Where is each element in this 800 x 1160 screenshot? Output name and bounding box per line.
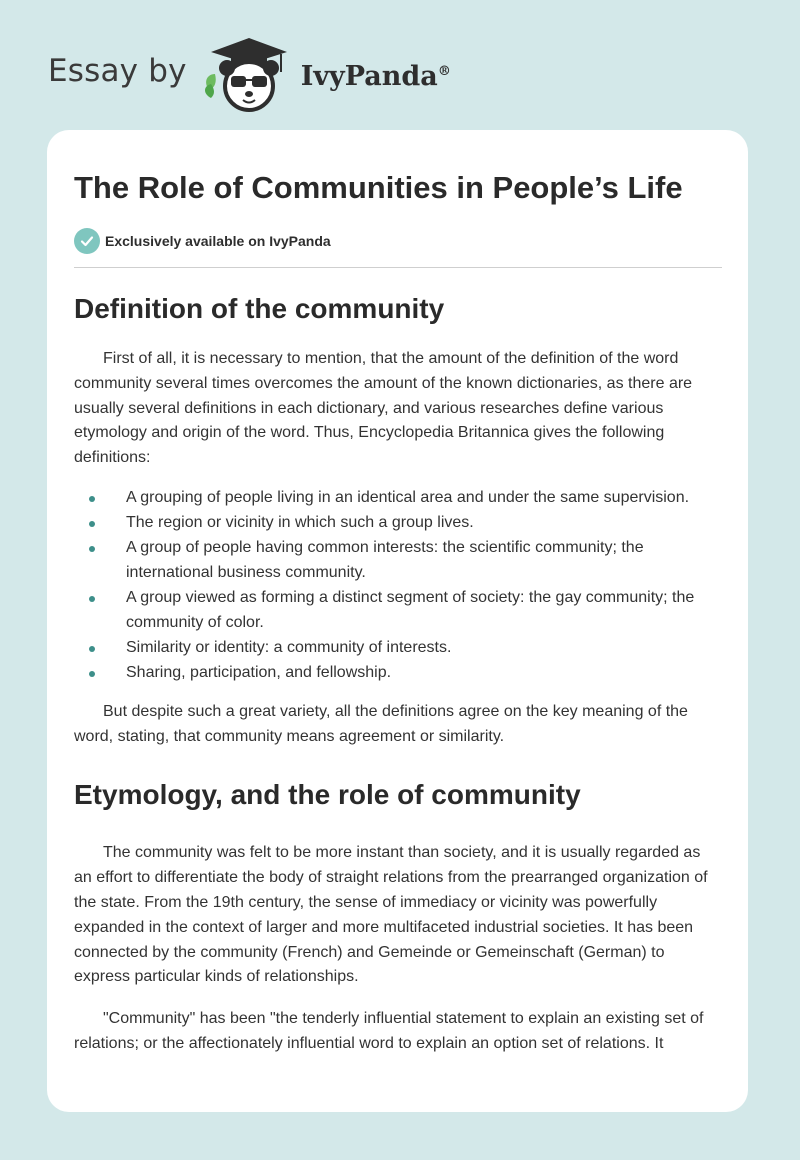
bullet-icon: [89, 671, 95, 677]
exclusive-badge: [74, 228, 722, 254]
brand-prefix: Essay by: [48, 53, 187, 89]
page-title: The Role of Communities in People’s Life: [74, 170, 683, 205]
list-item: The region or vicinity in which such a group lives.: [126, 511, 722, 536]
paragraph: The community was felt to be more instant than society, and it is usually regarded as an effort to differentiate the body of straight relations from the prearranged organization of the state. From the 19th century, the sense of immediacy or vicinity was powerfully expanded in the context of larger and more multifaceted industrial societies. It has been connected by the community (French) and Gemeinde or Gemeinschaft (German) to express particular kinds of relationships.: [74, 844, 708, 986]
brand-logo[interactable]: [48, 34, 451, 114]
list-item: A grouping of people living in an identical area and under the same supervision.: [126, 486, 722, 511]
bullet-icon: [89, 646, 95, 652]
exclusive-badge-label: Exclusively available on IvyPanda: [105, 233, 331, 249]
section-heading-etymology: Etymology, and the role of community: [74, 779, 581, 811]
list-item: Sharing, participation, and fellowship.: [126, 661, 722, 686]
paragraph: "Community" has been "the tenderly influential statement to explain an existing set of relations; or the affectionately influential word to explain an option set of relations. It: [74, 1010, 704, 1053]
panda-logo-icon: [201, 34, 297, 114]
essay-card: [47, 130, 748, 1112]
checkmark-icon: [74, 228, 100, 254]
section-heading-definition: Definition of the community: [74, 293, 445, 324]
bullet-icon: [89, 596, 95, 602]
list-item: Similarity or identity: a community of interests.: [126, 636, 722, 661]
brand-name: IvyPanda®: [300, 60, 451, 92]
definitions-list: [74, 486, 722, 686]
bullet-icon: [89, 521, 95, 527]
list-item: A group of people having common interests: the scientific community; the international business community.: [126, 536, 722, 586]
bullet-icon: [89, 496, 95, 502]
paragraph: First of all, it is necessary to mention, that the amount of the definition of the word community several times overcomes the amount of the known dictionaries, as there are usually several definitions in each dictionary, and various researches define various etymology and origin of the word. Thus, Encyclopedia Britannica gives the following definitions:: [74, 350, 693, 467]
bullet-icon: [89, 546, 95, 552]
registered-mark: ®: [437, 63, 451, 79]
divider: [74, 267, 722, 268]
paragraph: But despite such a great variety, all the definitions agree on the key meaning of the word, stating, that community means agreement or similarity.: [74, 702, 688, 745]
list-item: A group viewed as forming a distinct segment of society: the gay community; the community of color.: [126, 586, 722, 636]
